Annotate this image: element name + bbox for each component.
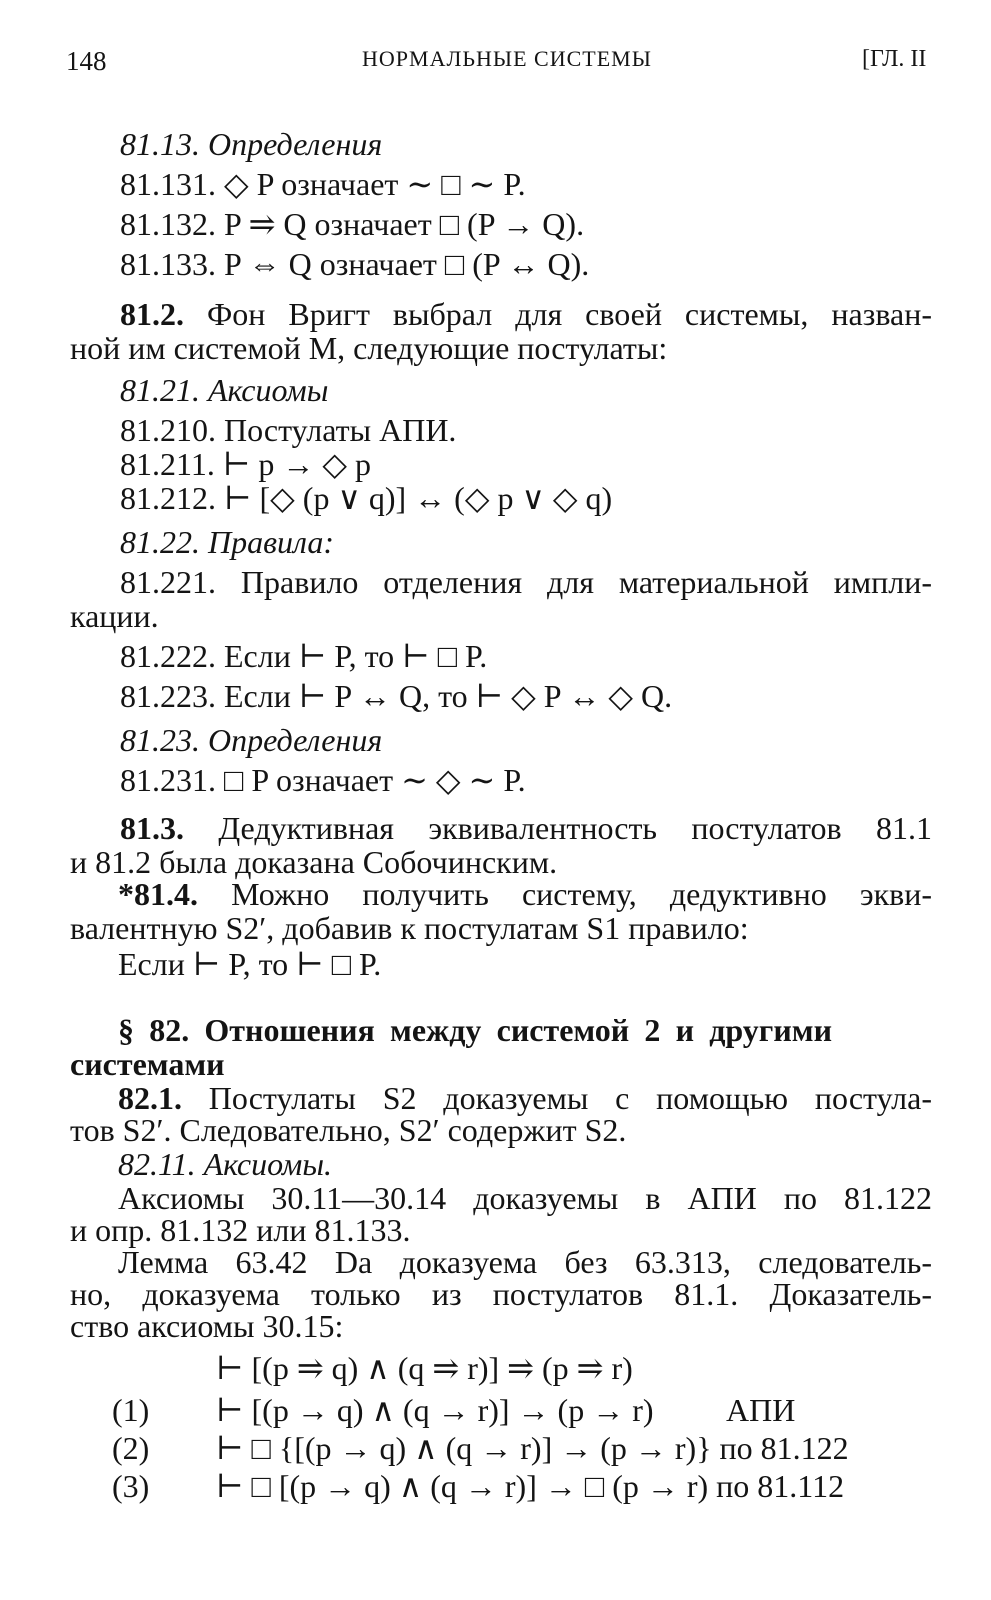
section-number: 81.2. — [120, 296, 184, 332]
proof-step-1-number: (1) — [112, 1392, 150, 1428]
section-number: 82.1. — [118, 1080, 182, 1116]
paragraph-axioms-line-2: и опр. 81.132 или 81.133. — [70, 1212, 411, 1248]
axioms-heading-82-11: 82.11. Аксиомы. — [118, 1146, 332, 1182]
postulate-81-210: 81.210. Постулаты АПИ. — [120, 412, 457, 448]
proof-step-3-number: (3) — [112, 1468, 150, 1504]
section-number: 81.3. — [120, 810, 184, 846]
paragraph-81-3-line-1 — [120, 810, 932, 846]
section-82-title-line-1: § 82. Отношения между системой 2 и другими — [118, 1012, 832, 1048]
paragraph-81-4-line-1 — [118, 876, 932, 912]
running-title: НОРМАЛЬНЫЕ СИСТЕМЫ — [362, 46, 652, 71]
lemma-paragraph-line-3: ство аксиомы 30.15: — [70, 1308, 344, 1344]
rule-81-223: 81.223. Если ⊢ P ↔ Q, то ⊢ ◇ P ↔ ◇ Q. — [120, 678, 673, 714]
definition-81-231: 81.231. □ P означает ∼ ◇ ∼ P. — [120, 762, 526, 798]
proof-step-2-formula: ⊢ □ {[(p → q) ∧ (q → r)] → (p → r)} по 81.122 — [216, 1430, 849, 1466]
definition-81-132: 81.132. P ⥤ Q означает □ (P → Q). — [120, 206, 585, 242]
paragraph-81-4-line-2: валентную S2′, добавив к постулатам S1 правило: — [70, 910, 749, 946]
chapter-label: [ГЛ. II — [862, 46, 927, 72]
paragraph-81-2-line-1 — [120, 296, 932, 332]
paragraph-82-1-line-1 — [118, 1080, 932, 1116]
paragraph-81-2-line-2: ной им системой M, следующие постулаты: — [70, 330, 668, 366]
paragraph-text: Фон Вригт выбрал для своей системы, назван- — [184, 296, 932, 332]
paragraph-text: Постулаты S2 доказуемы с помощью постула- — [182, 1080, 932, 1116]
rules-heading: 81.22. Правила: — [120, 524, 334, 560]
paragraph-text: Дедуктивная эквивалентность постулатов 81.1 — [184, 810, 932, 846]
proof-step-1-justification: АПИ — [726, 1392, 796, 1428]
paragraph-81-4-line-3: Если ⊢ P, то ⊢ □ P. — [118, 946, 382, 982]
section-number: *81.4. — [118, 876, 198, 912]
rule-81-221-line-1: 81.221. Правило отделения для материальной импли- — [120, 564, 932, 600]
proof-goal-formula: ⊢ [(p ⥤ q) ∧ (q ⥤ r)] ⥤ (p ⥤ r) — [216, 1350, 633, 1386]
paragraph-text: Можно получить систему, дедуктивно экви- — [198, 876, 932, 912]
definitions-heading: 81.13. Определения — [120, 126, 383, 162]
axiom-81-211: 81.211. ⊢ p → ◇ p — [120, 446, 371, 482]
axioms-heading: 81.21. Аксиомы — [120, 372, 329, 408]
section-82-title-line-2: системами — [70, 1046, 225, 1082]
definition-81-131: 81.131. ◇ P означает ∼ □ ∼ P. — [120, 166, 526, 202]
proof-step-3-formula: ⊢ □ [(p → q) ∧ (q → r)] → □ (p → r) по 81.112 — [216, 1468, 845, 1504]
definition-81-133: 81.133. P ⇔ Q означает □ (P ↔ Q). — [120, 246, 590, 282]
rule-81-221-line-2: кации. — [70, 598, 159, 634]
paragraph-axioms-line-1: Аксиомы 30.11—30.14 доказуемы в АПИ по 81.122 — [118, 1180, 932, 1216]
axiom-81-212: 81.212. ⊢ [◇ (p ∨ q)] ↔ (◇ p ∨ ◇ q) — [120, 480, 613, 516]
paragraph-81-3-line-2: и 81.2 была доказана Собочинским. — [70, 844, 558, 880]
page-number: 148 — [66, 46, 107, 76]
lemma-paragraph-line-2: но, доказуема только из постулатов 81.1. Доказатель- — [70, 1276, 932, 1312]
proof-step-2-number: (2) — [112, 1430, 150, 1466]
paragraph-82-1-line-2: тов S2′. Следовательно, S2′ содержит S2. — [70, 1112, 627, 1148]
proof-step-1-formula: ⊢ [(p → q) ∧ (q → r)] → (p → r) — [216, 1392, 654, 1428]
definitions-heading-2: 81.23. Определения — [120, 722, 383, 758]
rule-81-222: 81.222. Если ⊢ P, то ⊢ □ P. — [120, 638, 488, 674]
lemma-paragraph-line-1: Лемма 63.42 Da доказуема без 63.313, следователь- — [118, 1244, 932, 1280]
